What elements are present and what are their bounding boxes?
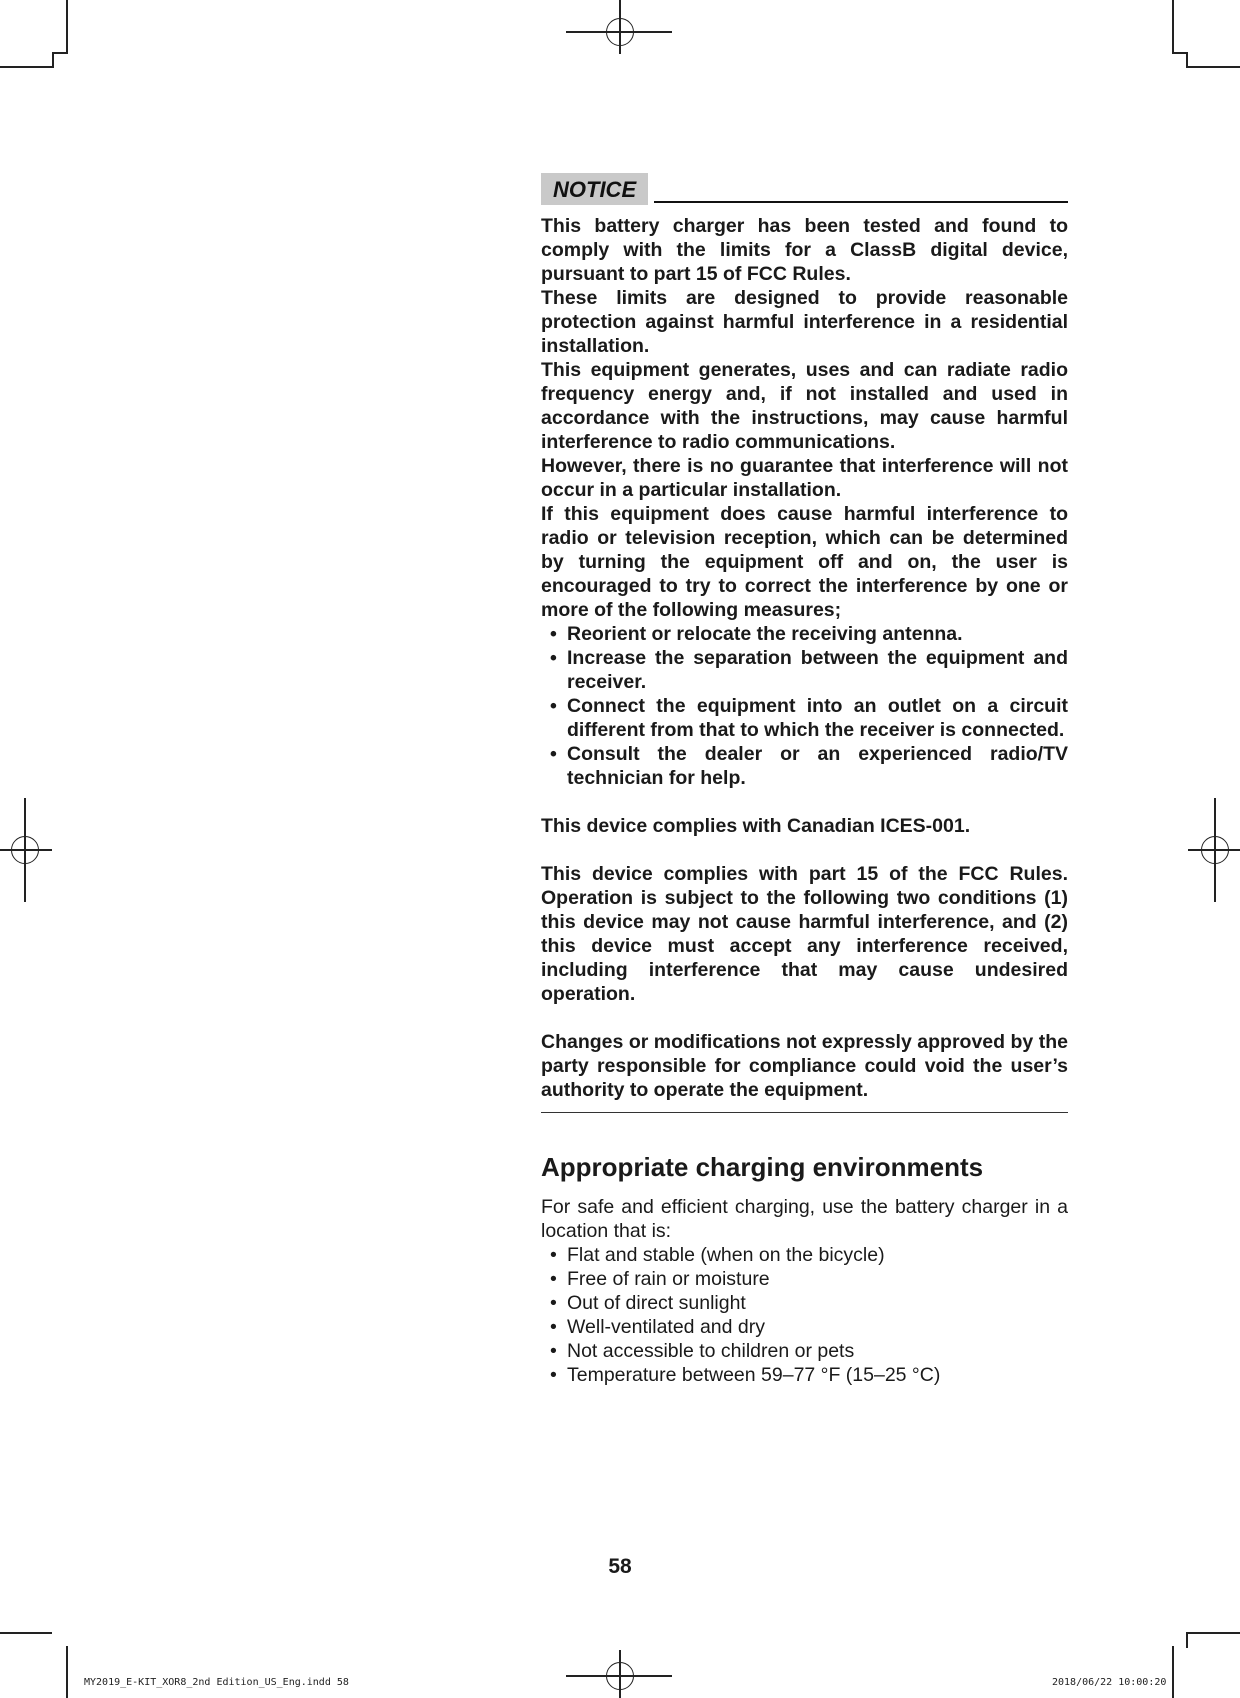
- notice-paragraph: This equipment generates, uses and can radiate radio frequency energy and, if not installed and used in accordance with the instructions, may cause harmful interference to radio communications.: [541, 359, 1068, 453]
- section-title: Appropriate charging environments: [541, 1152, 984, 1182]
- environments-list: [541, 1243, 1068, 1387]
- bullet-icon: •: [550, 1268, 557, 1290]
- bullet-icon: •: [550, 1364, 557, 1386]
- list-item: • Out of direct sunlight: [550, 1292, 746, 1314]
- measures-list: [541, 622, 1068, 790]
- list-item: • Increase the separation between the equipment and receiver.: [550, 647, 1068, 693]
- notice-paragraph: However, there is no guarantee that interference will not occur in a particular installation.: [541, 455, 1068, 501]
- page-number: 58: [608, 1555, 632, 1578]
- bullet-icon: •: [550, 1316, 557, 1338]
- footer-timestamp: 2018/06/22 10:00:20: [1052, 1677, 1167, 1688]
- notice-paragraph: This battery charger has been tested and found to comply with the limits for a ClassB digital device, pursuant to part 15 of FCC Rules.: [541, 215, 1068, 285]
- environments-intro: For safe and efficient charging, use the battery charger in a location that is:: [541, 1196, 1068, 1242]
- bullet-icon: •: [550, 743, 557, 765]
- notice-paragraph: If this equipment does cause harmful interference to radio or television reception, which can be determined by turning the equipment off and on, the user is encouraged to try to correct the interference by one or more of the following measures;: [541, 503, 1068, 621]
- content-column: [541, 173, 1068, 1387]
- list-item: • Well-ventilated and dry: [550, 1316, 765, 1338]
- bullet-icon: •: [550, 1292, 557, 1314]
- list-item: • Temperature between 59–77 °F (15–25 °C): [550, 1364, 941, 1386]
- bullet-icon: •: [550, 1244, 557, 1266]
- changes-statement: Changes or modifications not expressly approved by the party responsible for compliance could void the user’s authority to operate the equipment.: [541, 1031, 1068, 1101]
- list-item: • Flat and stable (when on the bicycle): [550, 1244, 885, 1266]
- list-item: • Free of rain or moisture: [550, 1268, 770, 1290]
- fcc-statement: This device complies with part 15 of the FCC Rules. Operation is subject to the following two conditions (1) this device may not cause harmful interference, and (2) this device must accept any interference received, including interference that may cause undesired operation.: [541, 863, 1068, 1005]
- list-item: • Consult the dealer or an experienced radio/TV technician for help.: [550, 743, 1068, 789]
- notice-rule: [654, 201, 1068, 203]
- canada-statement: This device complies with Canadian ICES-001.: [541, 815, 971, 837]
- notice-end-rule: [541, 1112, 1068, 1113]
- footer-file-slug: MY2019_E-KIT_XOR8_2nd Edition_US_Eng.indd 58: [84, 1677, 349, 1688]
- bullet-icon: •: [550, 1340, 557, 1362]
- notice-paragraph: These limits are designed to provide reasonable protection against harmful interference in a residential installation.: [541, 287, 1068, 357]
- list-item: • Not accessible to children or pets: [550, 1340, 855, 1362]
- bullet-icon: •: [550, 647, 557, 669]
- bullet-icon: •: [550, 695, 557, 717]
- notice-body: [541, 214, 1068, 1102]
- list-item: • Reorient or relocate the receiving antenna.: [550, 623, 963, 645]
- bullet-icon: •: [550, 623, 557, 645]
- notice-label: NOTICE: [541, 173, 648, 205]
- notice-header: [541, 173, 1068, 205]
- list-item: • Connect the equipment into an outlet on a circuit different from that to which the receiver is connected.: [550, 695, 1068, 741]
